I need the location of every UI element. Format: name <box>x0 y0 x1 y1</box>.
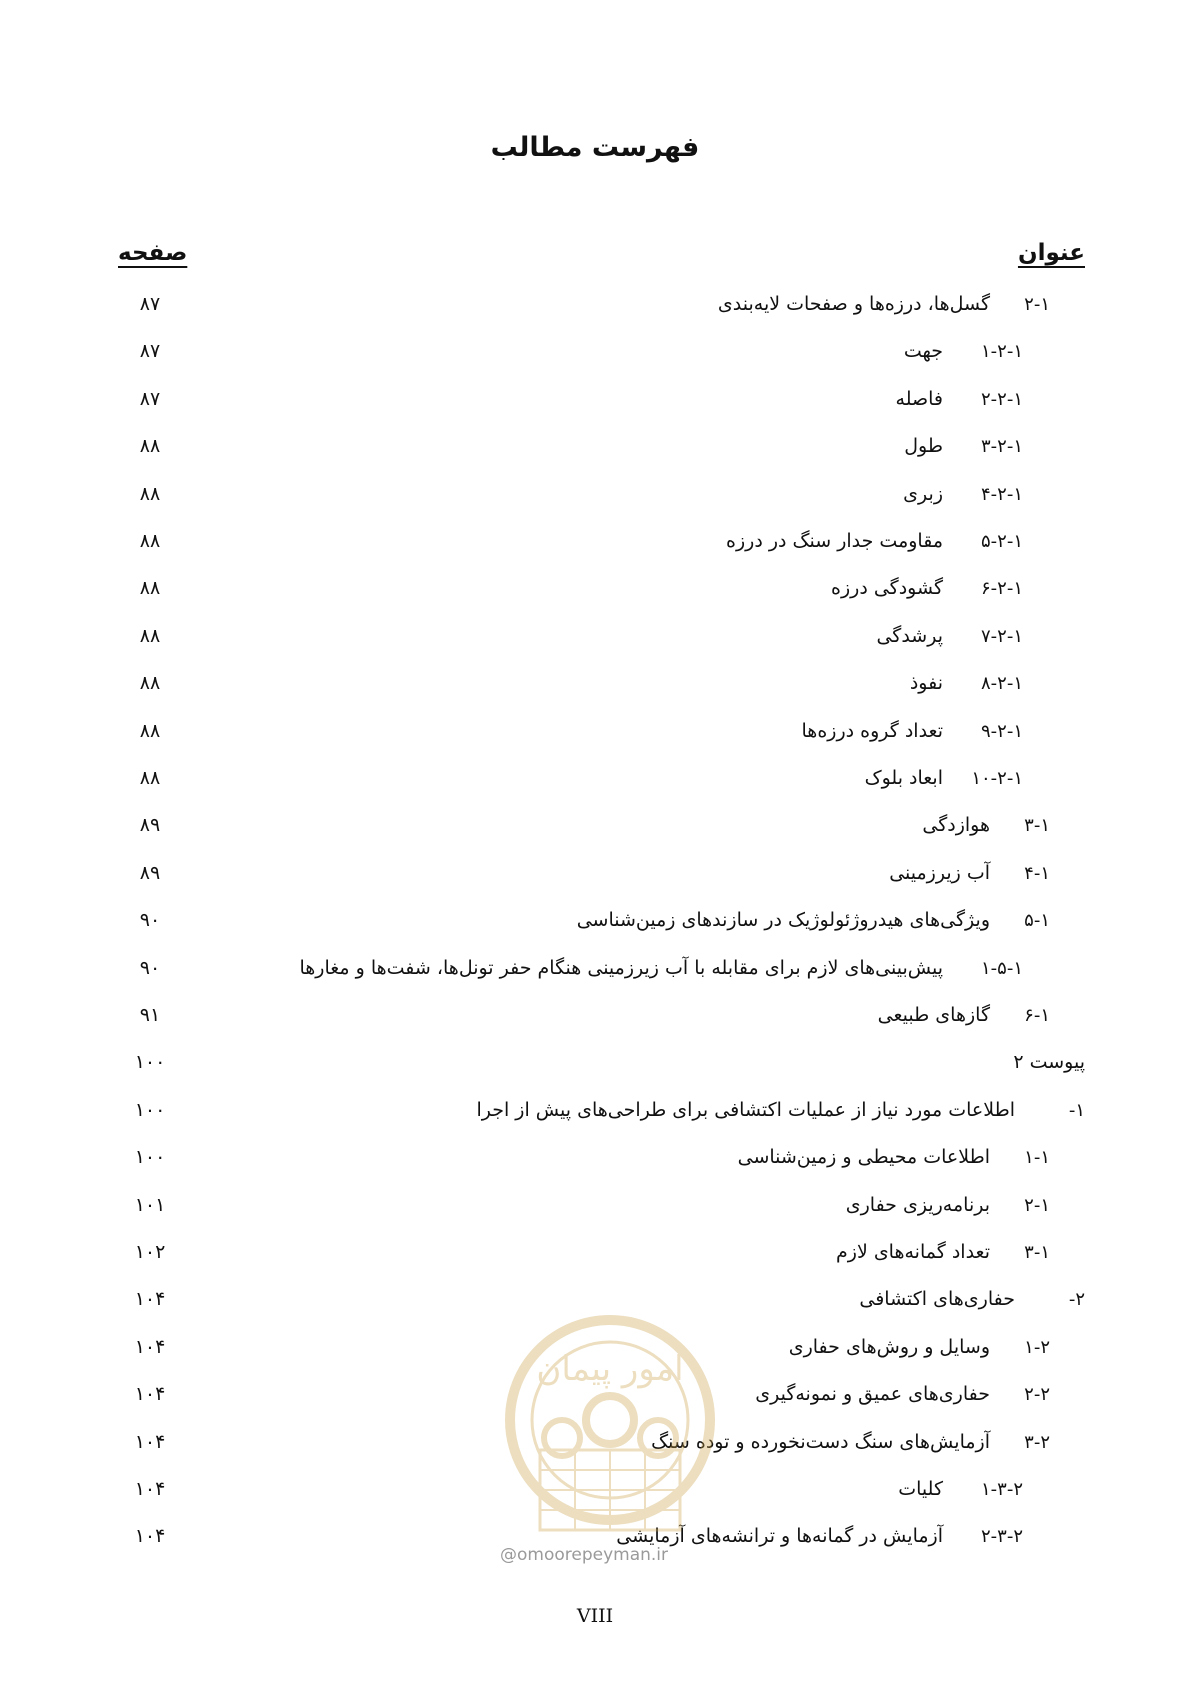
toc-entry <box>802 717 1023 746</box>
toc-entry-page: ۱۰۴ <box>134 1335 166 1358</box>
toc-entry-number: ۲-۱ <box>1024 1194 1050 1216</box>
toc-entry-number: ۷-۲-۱ <box>981 625 1023 647</box>
toc-entry-page: ۸۸ <box>139 530 161 552</box>
toc-entry-label: تعداد گمانه‌های لازم <box>836 1241 990 1263</box>
watermark-text: @omoorepeyman.ir <box>500 1545 669 1565</box>
toc-entry-label: طول <box>904 435 943 458</box>
toc-entry-page: ۸۹ <box>139 861 161 884</box>
toc-entry <box>859 1285 1085 1314</box>
toc-entry-page: ۱۰۴ <box>134 1288 166 1311</box>
toc-entry <box>846 1191 1050 1220</box>
watermark-logo-text: امور پیمان <box>536 1349 684 1389</box>
toc-entry-label: آب زیرزمینی <box>889 861 990 884</box>
toc-row <box>0 527 1190 571</box>
toc-entry-label: پیش‌بینی‌های لازم برای مقابله با آب زیرزمینی هنگام حفر تونل‌ها، شفت‌ها و مغارها <box>299 956 943 979</box>
toc-row <box>0 574 1190 618</box>
toc-entry-label: اطلاعات مورد نیاز از عملیات اکتشافی برای طراحی‌های پیش از اجرا <box>476 1098 1015 1121</box>
toc-entry-page: ۱۰۰ <box>134 1146 166 1169</box>
toc-entry-label: ویژگی‌های هیدروژئولوژیک در سازندهای زمین‌شناسی <box>576 909 990 932</box>
toc-entry-number: ۳-۲-۱ <box>981 436 1023 458</box>
toc-entry-number: ۲-۲ <box>1024 1384 1050 1406</box>
toc-entry-number: ۱-۱ <box>1024 1147 1050 1169</box>
toc-row <box>0 811 1190 855</box>
toc-row <box>0 1048 1190 1092</box>
toc-entry-number: ۸-۲-۱ <box>981 673 1023 695</box>
toc-entry-label: حفاری‌های عمیق و نمونه‌گیری <box>755 1383 990 1406</box>
toc-entry <box>831 574 1023 603</box>
toc-entry-number: ۲-۲-۱ <box>981 388 1023 410</box>
toc-entry-label: پرشدگی <box>876 624 943 647</box>
toc-entry <box>922 811 1050 840</box>
toc-entry <box>904 337 1023 366</box>
toc-entry-label: گشودگی درزه <box>831 577 943 600</box>
toc-entry <box>738 1143 1050 1172</box>
toc-entry <box>878 1001 1050 1030</box>
toc-entry-page: ۸۸ <box>139 672 161 695</box>
toc-entry <box>889 859 1050 888</box>
toc-entry-page: ۸۸ <box>139 719 161 742</box>
toc-entry-number: ۶-۱ <box>1024 1005 1050 1026</box>
toc-row <box>0 764 1190 808</box>
toc-entry-page: ۸۸ <box>139 767 161 789</box>
toc-entry <box>789 1333 1050 1362</box>
toc-entry <box>476 1096 1085 1125</box>
toc-entry <box>896 385 1023 414</box>
toc-entry-number: ۱-۲ <box>1024 1336 1050 1358</box>
toc-entry-number: ۵-۲-۱ <box>981 531 1023 552</box>
toc-entry-page: ۱۰۰ <box>134 1051 166 1074</box>
page-column-header: صفحه <box>118 240 188 266</box>
toc-entry <box>726 527 1023 556</box>
toc-entry-label: برنامه‌ریزی حفاری <box>845 1193 990 1216</box>
toc-entry-number: ۱-۲-۱ <box>981 341 1023 363</box>
toc-entry-label: نفوذ <box>909 672 943 695</box>
toc-entry-page: ۸۷ <box>139 387 161 410</box>
toc-row <box>0 1001 1190 1045</box>
toc-row <box>0 1238 1190 1282</box>
toc-entry <box>718 290 1050 319</box>
toc-row <box>0 337 1190 381</box>
toc-entry <box>898 1475 1023 1504</box>
toc-entry-number: ۹-۲-۱ <box>981 720 1023 742</box>
toc-entry-label: زبری <box>903 482 943 505</box>
toc-entry-number: ۴-۲-۱ <box>981 483 1023 505</box>
toc-entry-label: گسل‌ها، درزه‌ها و صفحات لایه‌بندی <box>717 293 990 315</box>
toc-entry-page: ۸۸ <box>139 482 161 505</box>
toc-entry-label: تعداد گروه درزه‌ها <box>801 719 943 742</box>
toc-entry-number: ۳-۲ <box>1024 1431 1050 1453</box>
toc-entry-number: ۳-۱ <box>1024 815 1050 837</box>
toc-entry-number: ۱۰-۲-۱ <box>971 768 1023 789</box>
toc-entry-number: ۱-۳-۲ <box>981 1479 1023 1500</box>
toc-entry <box>299 954 1023 983</box>
toc-row <box>0 432 1190 476</box>
toc-row <box>0 954 1190 998</box>
toc-entry-label: حفاری‌های اکتشافی <box>859 1288 1015 1311</box>
toc-entry-page: ۸۸ <box>139 435 161 458</box>
toc-entry-page: ۹۱ <box>139 1004 161 1026</box>
toc-entry-page: ۹۰ <box>139 956 161 979</box>
toc-row <box>0 290 1190 334</box>
toc-entry-page: ۱۰۴ <box>134 1430 166 1453</box>
toc-entry-label: وسایل و روش‌های حفاری <box>788 1335 990 1358</box>
toc-entry-number: ۴-۱ <box>1024 862 1050 884</box>
toc-entry-page: ۱۰۰ <box>134 1098 166 1121</box>
toc-row <box>0 1143 1190 1187</box>
toc-entry <box>865 764 1023 793</box>
toc-entry-page: ۸۸ <box>139 624 161 647</box>
toc-entry-label: فاصله <box>895 387 943 410</box>
toc-entry-number: ۲-۱ <box>1024 294 1050 315</box>
topic-column-header: عنوان <box>1017 240 1085 266</box>
toc-entry <box>903 480 1023 509</box>
toc-entry-number: ۳-۱ <box>1024 1242 1050 1263</box>
toc-row <box>0 859 1190 903</box>
toc-row <box>0 1191 1190 1235</box>
toc-entry-number: ۲-۳-۲ <box>981 1526 1023 1548</box>
toc-entry-number: ۶-۲-۱ <box>981 578 1023 600</box>
toc-entry-number: ۵-۱ <box>1024 910 1050 932</box>
toc-entry-number: ۱- <box>1068 1099 1085 1121</box>
toc-entry-label: اطلاعات محیطی و زمین‌شناسی <box>737 1146 990 1169</box>
toc-entry <box>836 1238 1050 1267</box>
toc-row <box>0 385 1190 429</box>
watermark-logo-icon <box>490 1310 730 1560</box>
toc-entry-page: ۱۰۴ <box>134 1525 166 1548</box>
toc-entry <box>904 432 1023 461</box>
toc-entry-page: ۸۷ <box>139 340 161 363</box>
toc-entry <box>577 906 1050 935</box>
toc-entry-label: مقاومت جدار سنگ در درزه <box>726 530 943 552</box>
toc-entry-label: آزمایش‌های سنگ دست‌نخورده و توده سنگ <box>651 1430 990 1453</box>
toc-row <box>0 669 1190 713</box>
toc-entry-label: کلیات <box>898 1478 943 1500</box>
toc-entry <box>1013 1048 1085 1076</box>
toc-row <box>0 622 1190 666</box>
toc-entry-page: ۱۰۲ <box>134 1241 166 1263</box>
toc-entry-page: ۹۰ <box>139 909 161 932</box>
toc-entry-page: ۱۰۴ <box>134 1478 166 1500</box>
toc-entry-label: جهت <box>903 340 943 363</box>
toc-row <box>0 1096 1190 1140</box>
toc-row <box>0 717 1190 761</box>
toc-row <box>0 906 1190 950</box>
toc-entry-page: ۸۷ <box>139 293 161 315</box>
toc-entry-label: هوازدگی <box>922 814 990 837</box>
toc-entry-page: ۸۹ <box>139 814 161 837</box>
toc-entry <box>755 1380 1050 1409</box>
toc-entry-page: ۱۰۴ <box>134 1383 166 1406</box>
toc-entry-label: پیوست ۲ <box>1013 1051 1085 1074</box>
toc-row <box>0 480 1190 524</box>
toc-entry-page: ۱۰۱ <box>134 1193 166 1216</box>
toc-entry <box>876 622 1023 651</box>
toc-entry-number: ۲- <box>1068 1289 1085 1311</box>
page-number: VIII <box>576 1605 614 1627</box>
toc-entry-number: ۱-۵-۱ <box>981 957 1023 979</box>
page-title: فهرست مطالب <box>490 132 700 163</box>
toc-entry-label: آزمایش در گمانه‌ها و ترانشه‌های آزمایشی <box>616 1525 943 1548</box>
toc-entry <box>910 669 1023 698</box>
toc-entry-page: ۸۸ <box>139 577 161 600</box>
toc-entry-label: گازهای طبیعی <box>877 1004 990 1026</box>
toc-entry-label: ابعاد بلوک <box>864 767 943 789</box>
